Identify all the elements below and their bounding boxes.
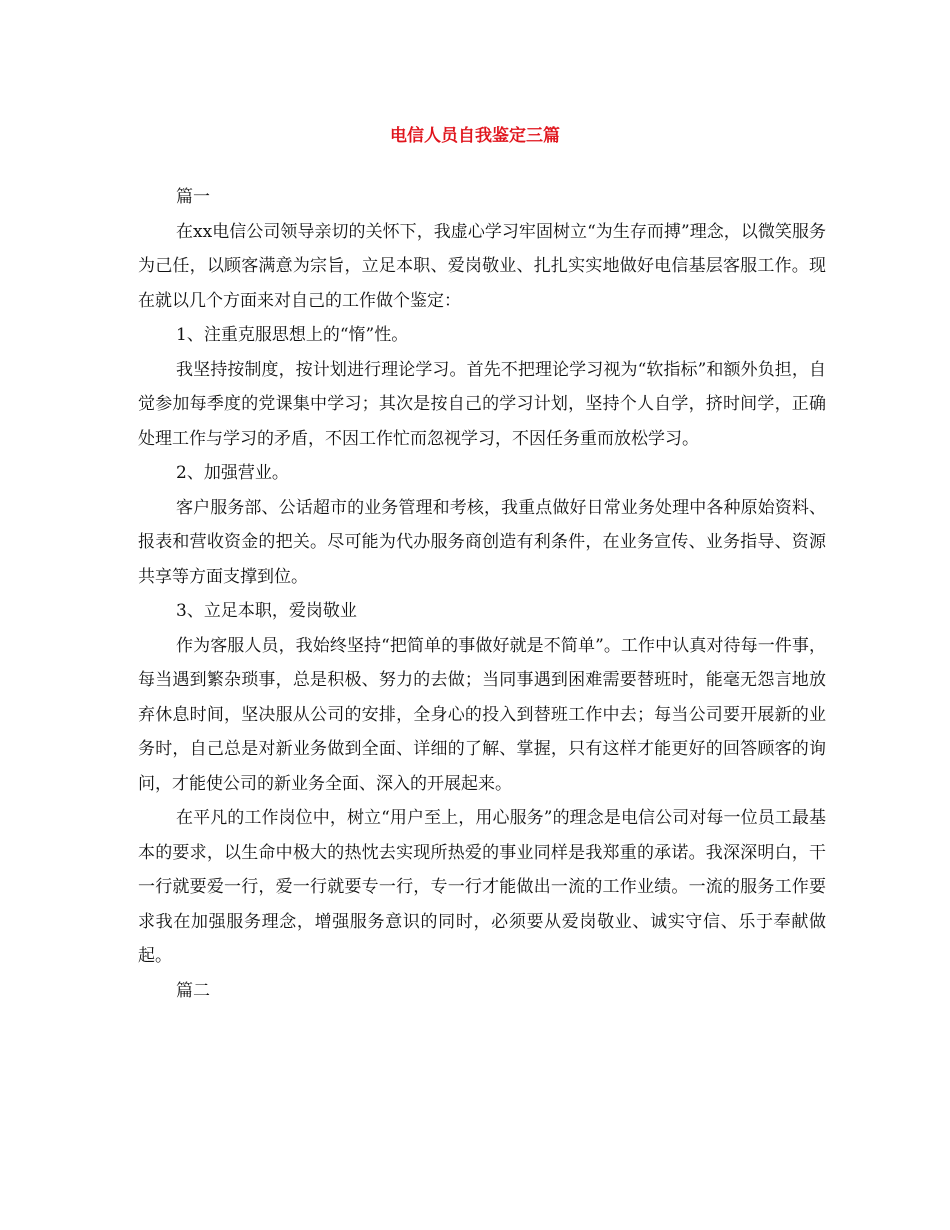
subheading: 1、注重克服思想上的“惰”性。	[176, 325, 409, 345]
paragraph: 我坚持按制度，按计划进行理论学习。首先不把理论学习视为“软指标”和额外负担，自觉参加每季度的党课集中学习；其次是按自己的学习计划，坚持个人自学，挤时间学，正确处理工作与学习的矛盾，不因工作忙而忽视学习，不因任务重而放松学习。	[138, 359, 826, 449]
section-heading: 篇二	[176, 980, 210, 1001]
subheading: 3、立足本职，爱岗敬业	[176, 601, 357, 621]
section-heading: 篇一	[176, 187, 210, 207]
paragraph: 客户服务部、公话超市的业务管理和考核，我重点做好日常业务处理中各种原始资料、报表和营收资金的把关。尽可能为代办服务商创造有利条件，在业务宣传、业务指导、资源共享等方面支撑到位。	[138, 497, 826, 587]
document-title: 电信人员自我鉴定三篇	[390, 126, 560, 146]
paragraph: 在xx电信公司领导亲切的关怀下，我虚心学习牢固树立“为生存而搏”理念，以微笑服务为己任，以顾客满意为宗旨，立足本职、爱岗敬业、扎扎实实地做好电信基层客服工作。现在就以几个方面来对自己的工作做个鉴定：	[138, 221, 826, 311]
paragraph: 在平凡的工作岗位中，树立“用户至上，用心服务”的理念是电信公司对每一位员工最基本的要求，以生命中极大的热忱去实现所热爱的事业同样是我郑重的承诺。我深深明白，干一行就要爱一行，爱一行就要专一行，专一行才能做出一流的工作业绩。一流的服务工作要求我在加强服务理念，增强服务意识的同时，必须要从爱岗敬业、诚实守信、乐于奉献做起。	[138, 808, 826, 966]
document-body	[138, 180, 826, 1008]
paragraph: 作为客服人员，我始终坚持“把简单的事做好就是不简单”。工作中认真对待每一件事，每当遇到繁杂琐事，总是积极、努力的去做；当同事遇到困难需要替班时，能毫无怨言地放弃休息时间，坚决服从公司的安排，全身心的投入到替班工作中去；每当公司要开展新的业务时，自己总是对新业务做到全面、详细的了解、掌握，只有这样才能更好的回答顾客的询问，才能使公司的新业务全面、深入的开展起来。	[138, 635, 826, 794]
subheading: 2、加强营业。	[176, 463, 289, 483]
